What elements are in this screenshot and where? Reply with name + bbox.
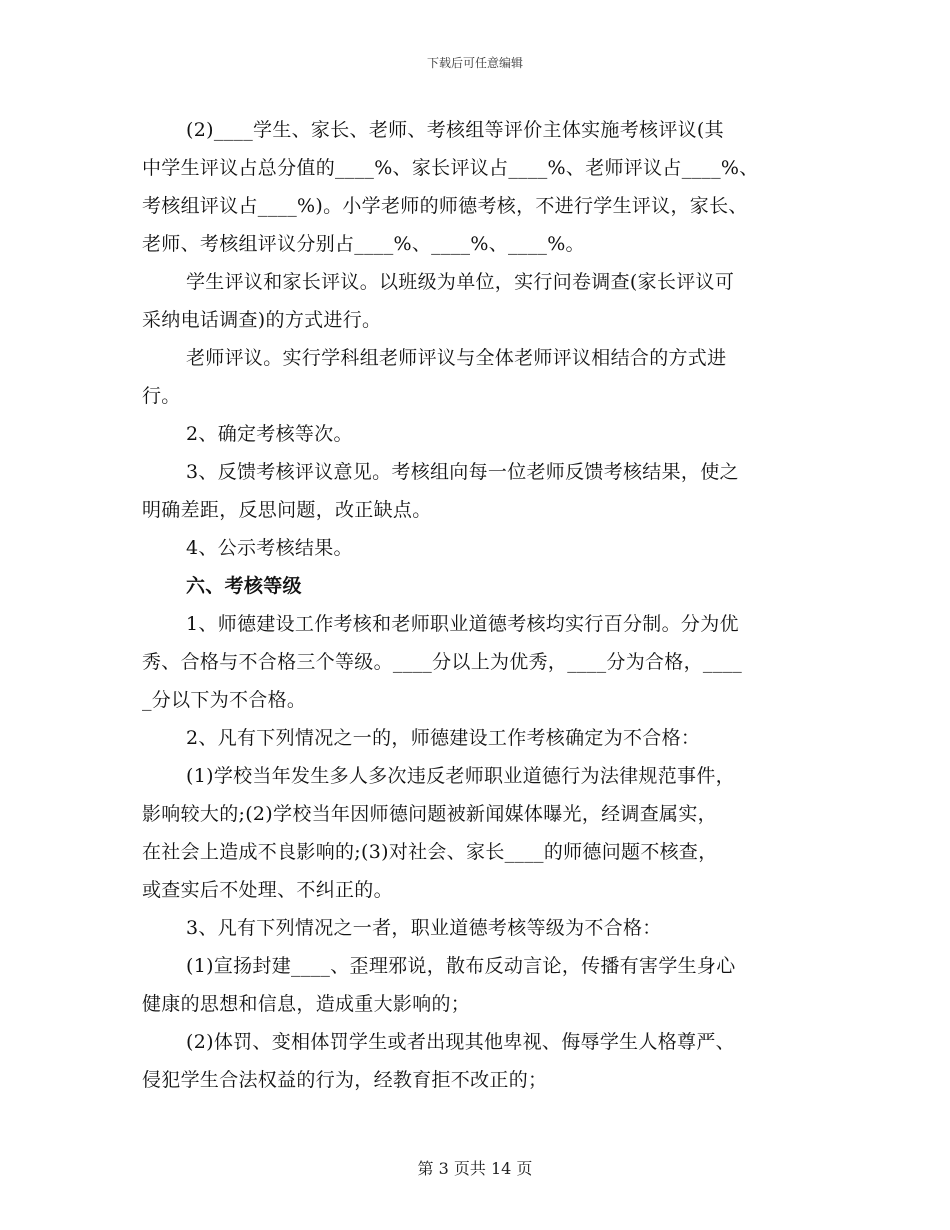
document-body [142,111,812,1099]
text-line: 3、反馈考核评议意见。考核组向每一位老师反馈考核结果，使之 [186,461,739,483]
text-line: 明确差距，反思问题，改正缺点。 [142,499,432,521]
text-line: (1)学校当年发生多人多次违反老师职业道德行为法律规范事件， [186,765,735,787]
text-line: _分以下为不合格。 [142,689,307,711]
text-line: 4、公示考核结果。 [186,537,353,559]
text-line: (2)____学生、家长、老师、考核组等评价主体实施考核评议(其 [186,119,724,141]
text-line: 学生评议和家长评议。以班级为单位，实行问卷调查(家长评议可 [186,271,735,293]
text-line: 影响较大的;(2)学校当年因师德问题被新闻媒体曝光，经调查属实， [142,803,717,825]
text-line: (1)宣扬封建____、歪理邪说，散布反动言论，传播有害学生身心 [186,955,736,977]
text-line: 秀、合格与不合格三个等级。____分以上为优秀，____分为合格，____ [142,651,743,673]
text-line: 2、凡有下列情况之一的，师德建设工作考核确定为不合格： [186,727,701,749]
text-line: 老师评议。实行学科组老师评议与全体老师评议相结合的方式进 [186,347,727,369]
text-line: 1、师德建设工作考核和老师职业道德考核均实行百分制。分为优 [186,613,739,635]
text-line: 侵犯学生合法权益的行为，经教育拒不改正的； [142,1069,548,1091]
text-line: 3、凡有下列情况之一者，职业道德考核等级为不合格： [186,917,662,939]
text-line: 或查实后不处理、不纠正的。 [142,879,393,901]
text-line: 健康的思想和信息，造成重大影响的； [142,993,471,1015]
text-line: 行。 [142,385,181,407]
text-line: 采纳电话调查)的方式进行。 [142,309,382,331]
page-header: 下载后可任意编辑 [426,56,523,70]
text-line: 中学生评议占总分值的____%、家长评议占____%、老师评议占____%、 [142,157,759,179]
text-line: 2、确定考核等次。 [186,423,353,445]
text-line: 老师、考核组评议分别占____%、____%、____%。 [142,233,585,255]
text-line: (2)体罚、变相体罚学生或者出现其他卑视、侮辱学生人格尊严、 [186,1031,735,1053]
text-line: 在社会上造成不良影响的;(3)对社会、家长____的师德问题不核查， [142,841,718,863]
text-line: 考核组评议占____%)。小学老师的师德考核，不进行学生评议，家长、 [142,195,748,217]
section-heading: 六、考核等级 [186,575,302,597]
page-footer: 第 3 页共 14 页 [417,1159,533,1178]
